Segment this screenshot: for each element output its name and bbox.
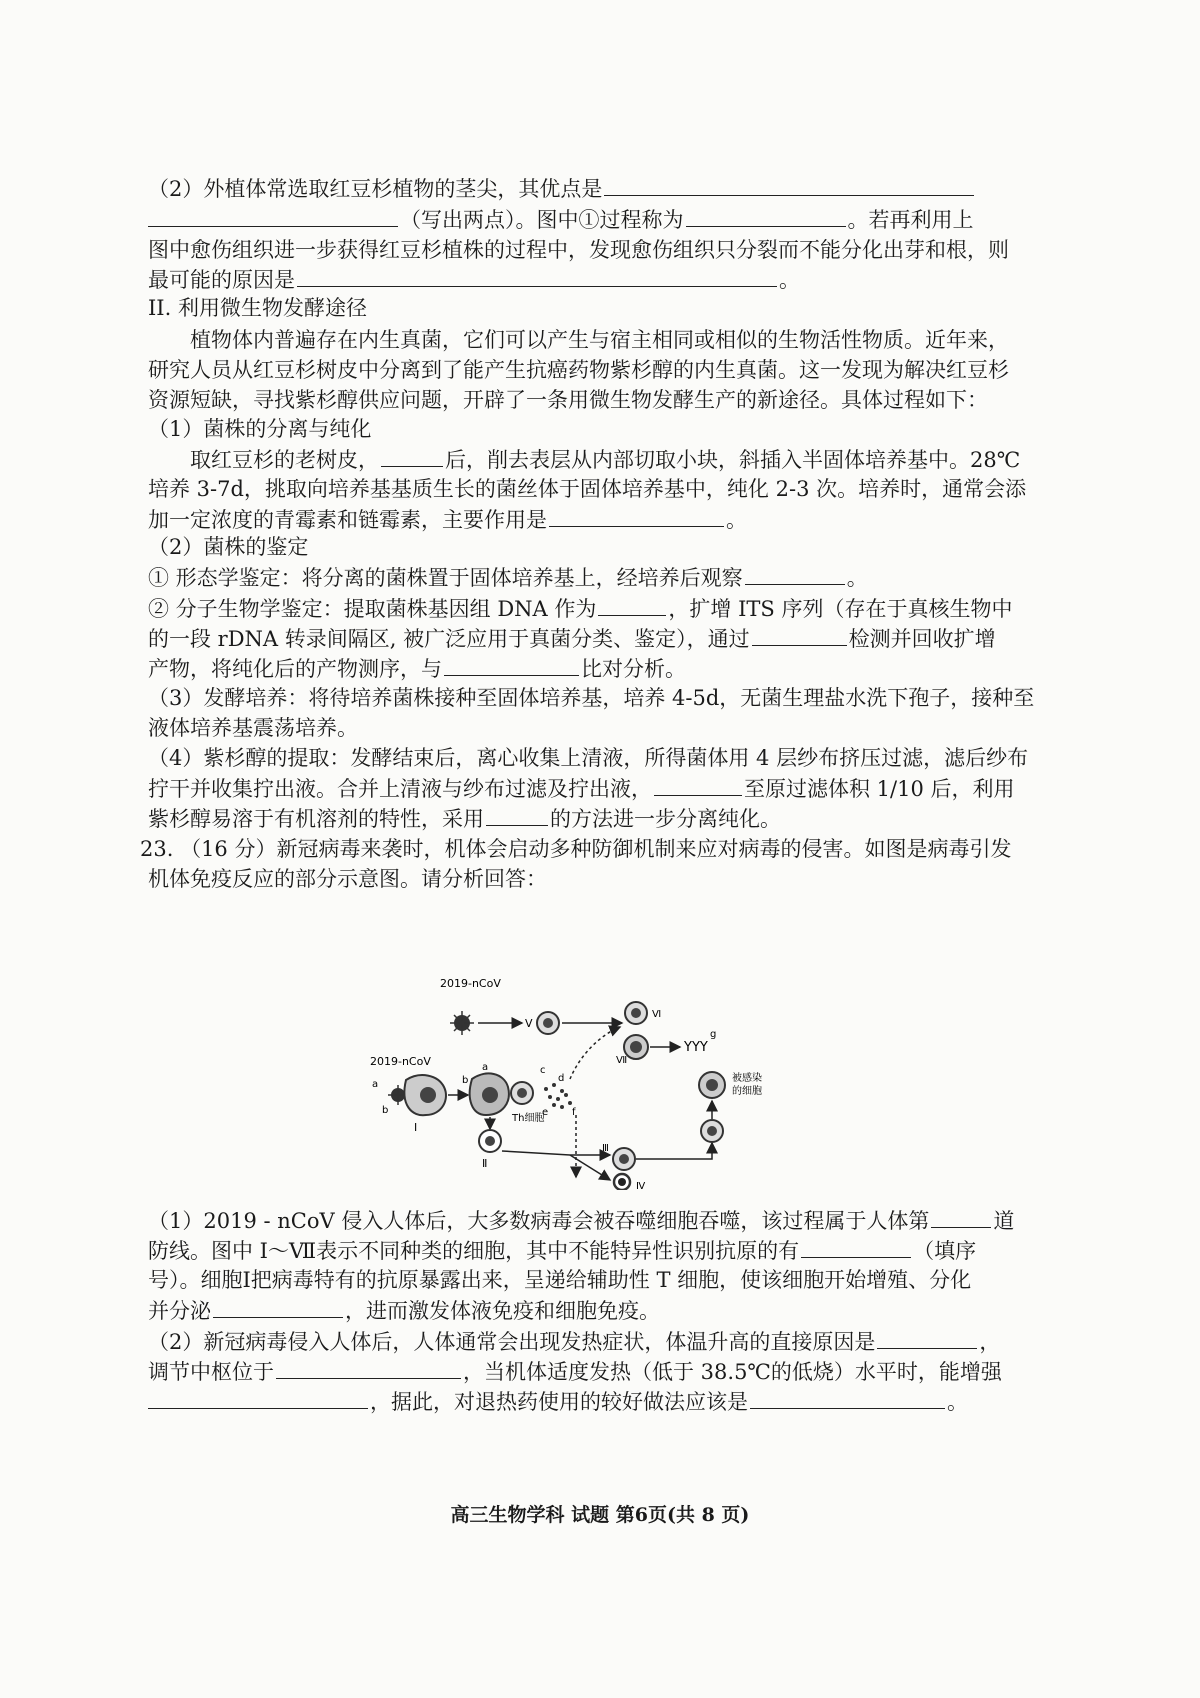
virus-icon xyxy=(450,1011,474,1035)
p1-q2-line1 xyxy=(148,173,1078,204)
answer-blank[interactable] xyxy=(297,264,777,287)
answer-blank[interactable] xyxy=(148,1386,368,1409)
text: 并分泌 xyxy=(148,1299,211,1323)
answer-blank[interactable] xyxy=(486,803,548,826)
q23-1-line2 xyxy=(148,1235,1078,1266)
q23-1-line4 xyxy=(148,1295,1078,1326)
s4-line2 xyxy=(148,773,1078,804)
antibody-icon: YYY xyxy=(684,1040,708,1055)
text: 比对分析。 xyxy=(581,657,686,681)
q23-2-line2 xyxy=(148,1356,1078,1387)
answer-blank[interactable] xyxy=(598,593,666,616)
text: （写出两点）。图中①过程称为 xyxy=(400,208,684,232)
answer-blank[interactable] xyxy=(276,1356,461,1379)
text: 加一定浓度的青霉素和链霉素，主要作用是 xyxy=(148,508,547,532)
arrow xyxy=(502,1151,610,1155)
infected-label-1: 被感染 xyxy=(732,1073,762,1084)
s4-line3 xyxy=(148,803,1078,834)
q23-2-line1 xyxy=(148,1326,1078,1357)
text: 产物，将纯化后的产物测序，与 xyxy=(148,657,442,681)
answer-blank[interactable] xyxy=(745,562,845,585)
text: 道 xyxy=(993,1209,1015,1233)
th-cell xyxy=(511,1082,533,1104)
infected-cell xyxy=(699,1072,725,1098)
q23-1-line1 xyxy=(148,1205,1078,1236)
text: 紫杉醇易溶于有机溶剂的特性，采用 xyxy=(148,807,484,831)
cell-iii xyxy=(613,1148,635,1170)
answer-blank[interactable] xyxy=(801,1235,911,1258)
label-f: f xyxy=(572,1107,576,1118)
answer-blank[interactable] xyxy=(549,504,724,527)
label-e: e xyxy=(542,1107,549,1118)
cell-label: Ⅴ xyxy=(525,1017,533,1030)
label-b: b xyxy=(382,1105,389,1116)
text: 防线。图中 Ⅰ～Ⅶ表示不同种类的细胞，其中不能特异性识别抗原的有 xyxy=(148,1239,800,1263)
s3-line2: 液体培养基震荡培养。 xyxy=(148,716,358,740)
answer-blank[interactable] xyxy=(604,173,974,196)
text: 。 xyxy=(726,508,747,532)
antigen-presenting-cell xyxy=(470,1073,509,1115)
label-c: c xyxy=(540,1065,546,1076)
cell-v xyxy=(537,1012,559,1034)
s4-line1: （4）紫杉醇的提取：发酵结束后，离心收集上清液，所得菌体用 4 层纱布挤压过滤，滤后纱布 xyxy=(148,746,1029,770)
text: ② 分子生物学鉴定：提取菌株基因组 DNA 作为 xyxy=(148,597,597,621)
answer-blank[interactable] xyxy=(686,204,846,227)
dashed-arrow xyxy=(570,1027,620,1079)
text: （1）2019 - nCoV 侵入人体后，大多数病毒会被吞噬细胞吞噬，该过程属于人体第 xyxy=(148,1209,930,1233)
s3-line1: （3）发酵培养：将待培养菌株接种至固体培养基，培养 4-5d，无菌生理盐水洗下孢子，接种至 xyxy=(148,686,1035,710)
text: 。 xyxy=(947,1390,968,1414)
text: ， xyxy=(979,1330,1001,1354)
page-footer: 高三生物学科 试题 第6页(共 8 页) xyxy=(450,1504,750,1526)
th-label: Th细胞 xyxy=(512,1113,545,1124)
text: （填序 xyxy=(913,1239,977,1263)
text: 至原过滤体积 1/10 后，利用 xyxy=(744,777,1015,801)
text: 图中愈伤组织进一步获得红豆杉植株的过程中，发现愈伤组织只分裂而不能分化出芽和根，则 xyxy=(148,238,1009,262)
cell-ii xyxy=(479,1130,501,1152)
part2-heading: II. 利用微生物发酵途径 xyxy=(148,296,367,320)
infected-label-2: 的细胞 xyxy=(732,1086,762,1097)
cell-vii xyxy=(624,1035,648,1059)
cell-label: Ⅳ xyxy=(636,1181,646,1190)
cell-label: Ⅲ xyxy=(602,1143,609,1154)
cell-vi xyxy=(625,1002,647,1024)
text: 。 xyxy=(846,566,868,590)
cell-label: Ⅵ xyxy=(652,1009,662,1020)
answer-blank[interactable] xyxy=(931,1205,991,1228)
s1-line3 xyxy=(148,504,1078,535)
immune-response-diagram xyxy=(370,975,840,1190)
text: 取红豆杉的老树皮， xyxy=(190,448,379,472)
label-b: b xyxy=(462,1075,469,1086)
answer-blank[interactable] xyxy=(381,444,443,467)
s2-line3 xyxy=(148,623,1078,654)
q23-stem-1: 23. （16 分）新冠病毒来袭时，机体会启动多种防御机制来应对病毒的侵害。如图是病毒引发 xyxy=(140,837,1012,861)
answer-blank[interactable] xyxy=(877,1326,977,1349)
answer-blank[interactable] xyxy=(750,1386,945,1409)
virus-label-top: 2019-nCoV xyxy=(440,977,501,990)
part2-intro-2: 研究人员从红豆杉树皮中分离到了能产生抗癌药物紫杉醇的内生真菌。这一发现为解决红豆杉 xyxy=(148,358,1009,382)
label-a: a xyxy=(482,1062,489,1073)
q23-2-line3 xyxy=(148,1386,1078,1417)
cell-label: Ⅱ xyxy=(482,1157,488,1170)
cell-label: Ⅶ xyxy=(616,1055,628,1066)
text: 。 xyxy=(779,268,800,292)
text: ① 形态学鉴定：将分离的菌株置于固体培养基上，经培养后观察 xyxy=(148,566,743,590)
s2-line1 xyxy=(148,562,1078,593)
answer-blank[interactable] xyxy=(752,623,847,646)
text: 。若再利用上 xyxy=(847,208,974,232)
part2-intro-1: 植物体内普遍存在内生真菌，它们可以产生与宿主相同或相似的生物活性物质。近年来， xyxy=(190,328,1009,352)
virus-label-left: 2019-nCoV xyxy=(370,1055,431,1068)
p1-q2-line4 xyxy=(148,264,1078,295)
cell-label: Ⅰ xyxy=(414,1121,418,1134)
s2-line2 xyxy=(148,593,1078,624)
p1-q2-line3 xyxy=(148,235,1078,265)
text: 后，削去表层从内部切取小块，斜插入半固体培养基中。28℃ xyxy=(445,448,1021,472)
cytokine-dots xyxy=(544,1083,572,1109)
text: 拧干并收集拧出液。合并上清液与纱布过滤及拧出液， xyxy=(148,777,652,801)
s2-title: （2）菌株的鉴定 xyxy=(148,535,309,559)
cell-i xyxy=(404,1075,446,1115)
text: ，扩增 ITS 序列（存在于真核生物中 xyxy=(668,597,1013,621)
text: （2）新冠病毒侵入人体后，人体通常会出现发热症状，体温升高的直接原因是 xyxy=(148,1330,876,1354)
answer-blank[interactable] xyxy=(444,653,579,676)
cell-effector xyxy=(701,1120,723,1142)
part2-intro-3: 资源短缺，寻找紫杉醇供应问题，开辟了一条用微生物发酵生产的新途径。具体过程如下： xyxy=(148,388,988,412)
text: 的一段 rDNA 转录间隔区, 被广泛应用于真菌分类、鉴定），通过 xyxy=(148,627,750,651)
q23-stem-2: 机体免疫反应的部分示意图。请分析回答： xyxy=(148,867,547,891)
text: ，据此，对退热药使用的较好做法应该是 xyxy=(370,1390,748,1414)
text: 最可能的原因是 xyxy=(148,268,295,292)
p1-q2-line2 xyxy=(148,204,1078,235)
text: （2）外植体常选取红豆杉植物的茎尖，其优点是 xyxy=(148,177,603,201)
s1-line2: 培养 3-7d，挑取向培养基基质生长的菌丝体于固体培养基中，纯化 2-3 次。培养时，通常会添 xyxy=(148,477,1027,501)
label-a: a xyxy=(372,1079,379,1090)
cell-iv xyxy=(614,1174,630,1190)
s1-line1 xyxy=(148,444,1120,475)
text: 的方法进一步分离纯化。 xyxy=(550,807,781,831)
label-d: d xyxy=(558,1073,565,1084)
text: ，当机体适度发热（低于 38.5℃的低烧）水平时，能增强 xyxy=(463,1360,1002,1384)
label-g: g xyxy=(710,1029,717,1040)
answer-blank[interactable] xyxy=(213,1295,343,1318)
answer-blank[interactable] xyxy=(654,773,742,796)
arrow xyxy=(636,1143,712,1159)
text: 调节中枢位于 xyxy=(148,1360,274,1384)
text: 检测并回收扩增 xyxy=(848,627,996,651)
q23-1-line3: 号）。细胞Ⅰ把病毒特有的抗原暴露出来，呈递给辅助性 T 细胞，使该细胞开始增殖、分化 xyxy=(148,1268,972,1292)
s2-line4 xyxy=(148,653,1078,684)
text: ，进而激发体液免疫和细胞免疫。 xyxy=(345,1299,660,1323)
answer-blank[interactable] xyxy=(148,204,398,227)
s1-title: （1）菌株的分离与纯化 xyxy=(148,417,372,441)
